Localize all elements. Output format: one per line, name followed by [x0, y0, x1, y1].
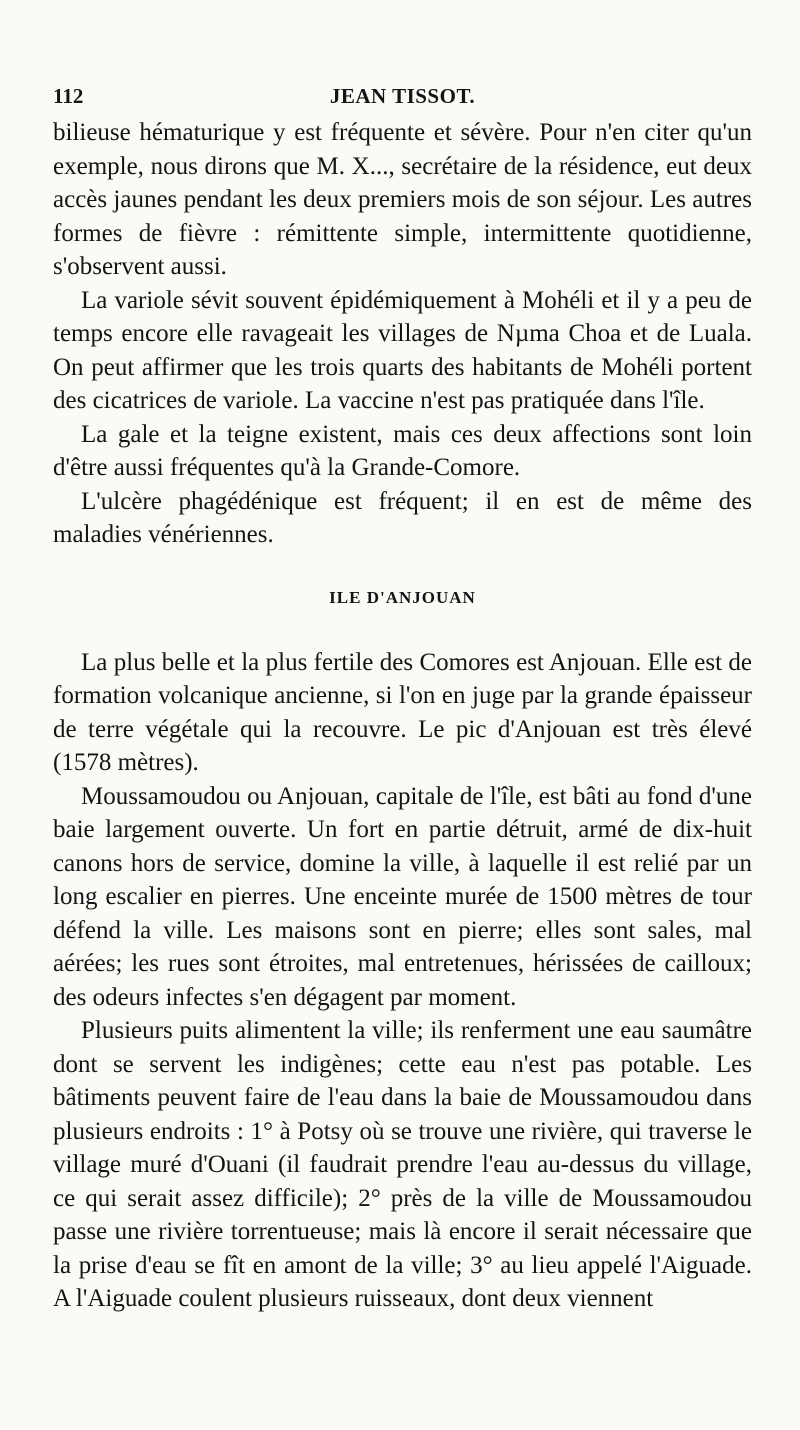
running-title: JEAN TISSOT.	[329, 84, 476, 108]
paragraph-fever: bilieuse hématurique y est fréquente et sévère. Pour n'en citer qu'un exemple, nous dirons que M. X..., secrétaire de la résidence, eut deux accès jaunes pendant les deux premiers mois de son séjour. Les autres formes de fièvre : rémittente simple, intermittente quotidienne, s'observent aussi.	[53, 119, 752, 280]
paragraph-puits: Plusieurs puits alimentent la ville; ils renferment une eau saumâtre dont se servent les indigènes; cette eau n'est pas potable. Les bâtiments peuvent faire de l'eau dans la baie de Moussamoudou dans plusieurs endroits : 1° à Potsy où se trouve une rivière, qui traverse le village muré d'Ouani (il faudrait prendre l'eau au-dessus du village, ce qui serait assez difficile); 2° près de la ville de Moussamoudou passe une rivière torrentueuse; mais là encore il serait nécessaire que la prise d'eau se fît en amont de la ville; 3° au lieu appelé l'Aiguade. A l'Aiguade coulent plusieurs ruisseaux, dont deux viennent	[53, 1017, 752, 1312]
paragraph-anjouan: La plus belle et la plus fertile des Comores est Anjouan. Elle est de formation volcanique ancienne, si l'on en juge par la grande épaisseur de terre végétale qui la recouvre. Le pic d'Anjouan est très élevé (1578 mètres).	[53, 648, 752, 776]
paragraph-variole: La variole sévit souvent épidémiquement à Mohéli et il y a peu de temps encore elle ravageait les villages de Nµma Choa et de Luala. On peut affirmer que les trois quarts des habitants de Mohéli portent des cicatrices de variole. La vaccine n'est pas pratiquée dans l'île.	[53, 286, 752, 414]
paragraph-gale: La gale et la teigne existent, mais ces deux affections sont loin d'être aussi fréquentes qu'à la Grande-Comore.	[53, 420, 752, 481]
paragraph-ulcere: L'ulcère phagédénique est fréquent; il en est de même des maladies vénériennes.	[53, 487, 752, 548]
section-heading: ILE D'ANJOUAN	[329, 587, 476, 607]
running-head	[53, 84, 752, 112]
paragraph-moussamoudou: Moussamoudou ou Anjouan, capitale de l'île, est bâti au fond d'une baie largement ouverte. Un fort en partie détruit, armé de dix-huit canons hors de service, domine la ville, à laquelle il est relié par un long escalier en pierres. Une enceinte murée de 1500 mètres de tour défend la ville. Les maisons sont en pierre; elles sont sales, mal aérées; les rues sont étroites, mal entretenues, hérissées de cailloux; des odeurs infectes s'en dégagent par moment.	[53, 782, 752, 1011]
page-number: 112	[53, 84, 84, 108]
